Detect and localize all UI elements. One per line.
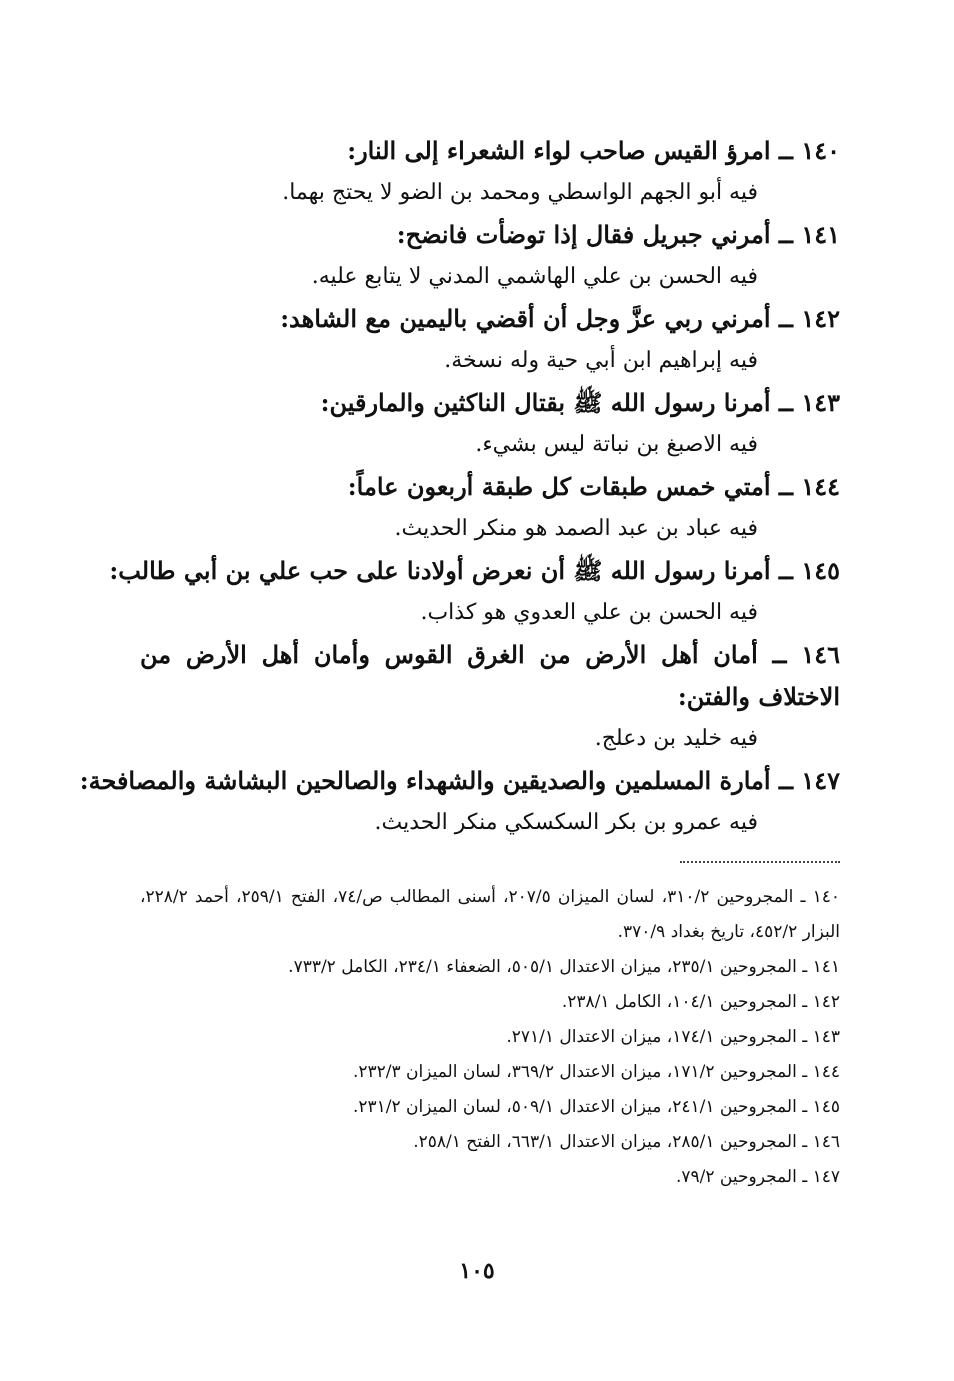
hadith-entries — [79, 130, 840, 844]
footnote-143: ١٤٣ ـ المجروحين ١٧٤/١، ميزان الاعتدال ٢٧١/١. — [506, 1027, 840, 1047]
entry-141 — [140, 214, 840, 298]
entry-heading: ١٤٦ ــ أمان أهل الأرض من الغرق القوس وأمان أهل الأرض من الاختلاف والفتن: — [140, 640, 840, 711]
entry-143 — [140, 382, 840, 466]
entry-heading: ١٤٣ ــ أمرنا رسول الله ﷺ بقتال الناكثين والمارقين: — [320, 388, 840, 417]
entry-142 — [140, 298, 840, 382]
entry-comment: فيه إبراهيم ابن أبي حية وله نسخة. — [444, 348, 758, 373]
footnotes — [140, 880, 840, 1195]
entry-145 — [109, 550, 840, 634]
entry-comment: فيه عمرو بن بكر السكسكي منكر الحديث. — [374, 810, 758, 835]
entry-heading: ١٤٢ ــ أمرني ربي عزَّ وجل أن أقضي باليمين مع الشاهد: — [280, 304, 840, 333]
entry-comment: فيه الحسن بن علي العدوي هو كذاب. — [420, 600, 758, 625]
entry-comment: فيه الحسن بن علي الهاشمي المدني لا يتابع عليه. — [311, 264, 758, 289]
entry-comment: فيه عباد بن عبد الصمد هو منكر الحديث. — [394, 516, 758, 541]
footnote-140: ١٤٠ ـ المجروحين ٣١٠/٢، لسان الميزان ٢٠٧/٥، أسنى المطالب ص/٧٤، الفتح ٢٥٩/١، أحمد ٢٢٨/٢، البزار ٤٥٢/٢، تاريخ بغداد ٣٧٠/٩. — [140, 887, 840, 942]
entry-140 — [140, 130, 840, 214]
footnote-separator — [680, 861, 840, 863]
entry-heading: ١٤١ ــ أمرني جبريل فقال إذا توضأت فانضح: — [396, 220, 840, 249]
entry-comment: فيه الاصبغ بن نباتة ليس بشيء. — [475, 432, 758, 457]
entry-comment: فيه خليد بن دعلج. — [594, 726, 758, 751]
footnote-144: ١٤٤ ـ المجروحين ١٧١/٢، ميزان الاعتدال ٣٦٩/٢، لسان الميزان ٢٣٢/٣. — [352, 1062, 840, 1082]
entry-comment: فيه أبو الجهم الواسطي ومحمد بن الضو لا يحتج بهما. — [282, 180, 758, 205]
entry-heading: ١٤٠ ــ امرؤ القيس صاحب لواء الشعراء إلى النار: — [347, 136, 840, 165]
entry-144 — [140, 466, 840, 550]
entry-heading: ١٤٥ ــ أمرنا رسول الله ﷺ أن نعرض أولادنا على حب علي بن أبي طالب: — [109, 556, 840, 585]
entry-heading: ١٤٧ ــ أمارة المسلمين والصديقين والشهداء والصالحين البشاشة والمصافحة: — [79, 766, 840, 795]
footnote-145: ١٤٥ ـ المجروحين ٢٤١/١، ميزان الاعتدال ٥٠٩/١، لسان الميزان ٢٣١/٢. — [352, 1097, 840, 1117]
footnote-147: ١٤٧ ـ المجروحين ٧٩/٢. — [675, 1167, 840, 1187]
entry-146 — [140, 634, 840, 760]
entry-heading: ١٤٤ ــ أمتي خمس طبقات كل طبقة أربعون عاماً: — [347, 472, 840, 501]
footnote-146: ١٤٦ ـ المجروحين ٢٨٥/١، ميزان الاعتدال ٦٦٣/١، الفتح ٢٥٨/١. — [413, 1132, 840, 1152]
page-number: ١٠٥ — [459, 1258, 495, 1284]
entry-147 — [79, 760, 840, 844]
footnote-141: ١٤١ ـ المجروحين ٢٣٥/١، ميزان الاعتدال ٥٠٥/١، الضعفاء ٢٣٤/١، الكامل ٧٣٣/٢. — [288, 957, 840, 977]
footnote-142: ١٤٢ ـ المجروحين ١٠٤/١، الكامل ٢٣٨/١. — [561, 992, 840, 1012]
